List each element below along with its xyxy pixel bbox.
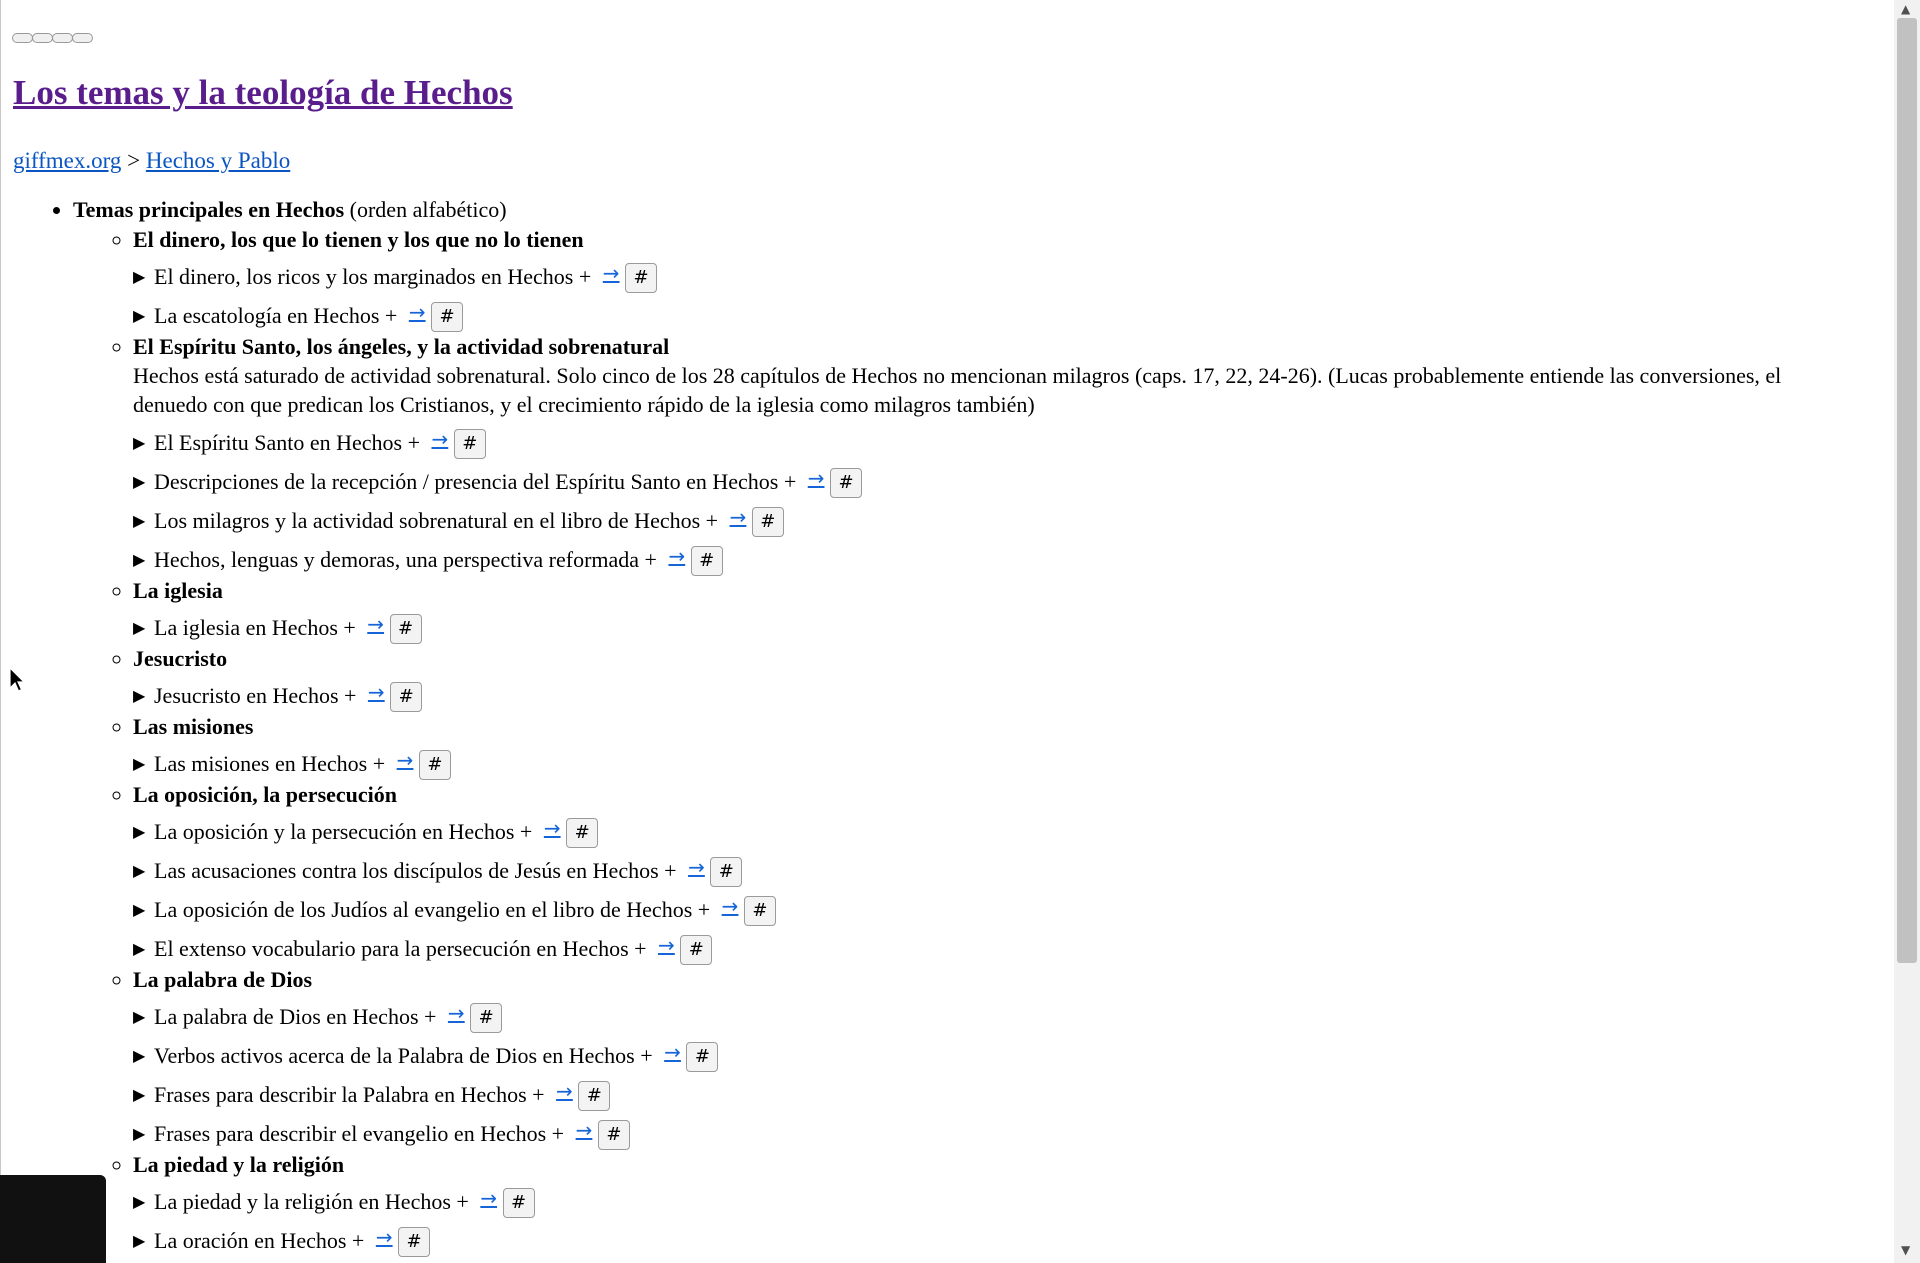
expand-triangle-icon[interactable]: ▶ — [133, 862, 146, 880]
article-entry — [133, 254, 1803, 293]
article-entry — [133, 809, 1803, 848]
permalink-button[interactable]: # — [691, 546, 723, 576]
open-article-arrow-icon[interactable]: → — [664, 1039, 681, 1064]
article-entry — [133, 1179, 1803, 1218]
article-entry — [133, 1072, 1803, 1111]
expand-triangle-icon[interactable]: ▶ — [133, 687, 146, 705]
article-entry — [133, 887, 1803, 926]
article-summary-toggle[interactable] — [133, 254, 1803, 293]
article-summary-toggle[interactable] — [133, 537, 1803, 576]
expand-triangle-icon[interactable]: ▶ — [133, 1232, 146, 1250]
toolbar-button[interactable] — [12, 33, 33, 43]
expand-triangle-icon[interactable]: ▶ — [133, 551, 146, 569]
expand-triangle-icon[interactable]: ▶ — [133, 940, 146, 958]
article-summary-toggle[interactable] — [133, 1218, 1803, 1257]
article-summary-toggle[interactable] — [133, 420, 1803, 459]
article-title[interactable]: El Espíritu Santo en Hechos + — [154, 429, 420, 455]
scroll-up-icon[interactable]: ▲ — [1901, 2, 1911, 16]
article-summary-toggle[interactable] — [133, 848, 1803, 887]
permalink-button[interactable]: # — [830, 468, 862, 498]
article-summary-toggle[interactable] — [133, 605, 1803, 644]
open-article-arrow-icon[interactable]: → — [396, 747, 414, 772]
article-summary-toggle[interactable] — [133, 994, 1803, 1033]
topic-item — [133, 780, 1803, 965]
open-article-arrow-icon[interactable]: → — [431, 426, 449, 451]
permalink-button[interactable]: # — [566, 818, 598, 848]
article-title[interactable]: Verbos activos acerca de la Palabra de Dios en Hechos + — [154, 1042, 653, 1068]
open-article-arrow-icon[interactable]: → — [543, 815, 561, 840]
expand-triangle-icon[interactable]: ▶ — [133, 901, 146, 919]
toolbar-buttons — [12, 33, 92, 43]
open-article-arrow-icon[interactable]: → — [556, 1078, 573, 1103]
article-title[interactable]: Las acusaciones contra los discípulos de Jesús en Hechos + — [154, 857, 677, 883]
article-entry — [133, 926, 1803, 965]
toolbar-button[interactable] — [72, 33, 93, 43]
topic-title: ◦ La piedad y la religión — [133, 1151, 345, 1177]
permalink-button[interactable]: # — [390, 682, 422, 712]
expand-triangle-icon[interactable]: ▶ — [133, 755, 146, 773]
article-summary-toggle[interactable] — [133, 673, 1803, 712]
expand-triangle-icon[interactable]: ▶ — [133, 1047, 146, 1065]
article-title[interactable]: Jesucristo en Hechos + — [154, 682, 357, 708]
open-article-arrow-icon[interactable]: → — [807, 465, 825, 490]
toolbar-button[interactable] — [52, 33, 73, 43]
article-title[interactable]: El dinero, los ricos y los marginados en Hechos + — [154, 263, 592, 289]
expand-triangle-icon[interactable]: ▶ — [133, 1193, 146, 1211]
article-summary-toggle[interactable] — [133, 1179, 1803, 1218]
topic-title: ◦ La oposición, la persecución — [133, 781, 398, 807]
article-entry — [133, 1218, 1803, 1257]
expand-triangle-icon[interactable]: ▶ — [133, 473, 146, 491]
article-title[interactable]: Frases para describir el evangelio en Hechos + — [154, 1120, 565, 1146]
article-entry — [133, 994, 1803, 1033]
open-article-arrow-icon[interactable]: → — [408, 299, 426, 324]
permalink-button[interactable]: # — [419, 750, 451, 780]
article-title[interactable]: La piedad y la religión en Hechos + — [154, 1188, 469, 1214]
open-article-arrow-icon[interactable]: → — [367, 679, 385, 704]
open-article-arrow-icon[interactable]: → — [447, 1000, 465, 1025]
page-title-link[interactable]: Los temas y la teología de Hechos — [13, 73, 513, 112]
article-entry — [133, 1111, 1803, 1150]
topic-item — [133, 644, 1803, 712]
open-article-arrow-icon[interactable]: → — [602, 260, 620, 285]
open-article-arrow-icon[interactable]: → — [668, 543, 686, 568]
article-summary-toggle[interactable] — [133, 926, 1803, 965]
article-summary-toggle[interactable] — [133, 741, 1803, 780]
outline-root-item — [73, 196, 1803, 1257]
breadcrumb-section-link[interactable]: Hechos y Pablo — [145, 148, 291, 173]
overlay-panel — [0, 1175, 106, 1263]
article-summary-toggle[interactable] — [133, 1072, 1803, 1111]
article-title[interactable]: La oposición y la persecución en Hechos + — [154, 818, 533, 844]
topic-outline — [0, 196, 1803, 1257]
permalink-button[interactable]: # — [398, 1227, 430, 1257]
article-summary-toggle[interactable] — [133, 498, 1803, 537]
open-article-arrow-icon[interactable]: → — [375, 1224, 393, 1249]
permalink-button[interactable]: # — [686, 1042, 718, 1072]
article-title[interactable]: El extenso vocabulario para la persecución en Hechos + — [154, 935, 647, 961]
topic-item — [133, 712, 1803, 780]
expand-triangle-icon[interactable]: ▶ — [133, 1125, 146, 1143]
permalink-button[interactable]: # — [470, 1003, 502, 1033]
expand-triangle-icon[interactable]: ▶ — [133, 268, 146, 286]
open-article-arrow-icon[interactable]: → — [658, 932, 675, 957]
article-title[interactable]: Los milagros y la actividad sobrenatural en el libro de Hechos + — [154, 507, 719, 533]
article-summary-toggle[interactable] — [133, 459, 1803, 498]
topic-title: ◦ El dinero, los que lo tienen y los que no lo tienen — [133, 226, 584, 252]
expand-triangle-icon[interactable]: ▶ — [133, 1008, 146, 1026]
article-title[interactable]: Descripciones de la recepción / presencia del Espíritu Santo en Hechos + — [154, 468, 797, 494]
expand-triangle-icon[interactable]: ▶ — [133, 512, 146, 530]
scrollbar-thumb[interactable] — [1897, 18, 1917, 963]
permalink-button[interactable]: # — [431, 302, 463, 332]
article-entry — [133, 673, 1803, 712]
expand-triangle-icon[interactable]: ▶ — [133, 619, 146, 637]
outline-heading-note: (orden alfabético) — [349, 197, 507, 222]
permalink-button[interactable]: # — [625, 263, 657, 293]
article-title[interactable]: La palabra de Dios en Hechos + — [154, 1003, 437, 1029]
article-summary-toggle[interactable] — [133, 1111, 1803, 1150]
article-summary-toggle[interactable] — [133, 293, 1803, 332]
topic-item — [133, 1150, 1803, 1257]
article-title[interactable]: La oración en Hechos + — [154, 1227, 365, 1253]
topic-title: ◦ La iglesia — [133, 577, 223, 603]
article-summary-toggle[interactable] — [133, 887, 1803, 926]
article-title[interactable]: La iglesia en Hechos + — [154, 614, 356, 640]
article-title[interactable]: La oposición de los Judíos al evangelio en el libro de Hechos + — [154, 896, 711, 922]
vertical-scrollbar[interactable] — [1894, 0, 1920, 1263]
open-article-arrow-icon[interactable]: → — [575, 1117, 593, 1142]
topic-item — [133, 576, 1803, 644]
open-article-arrow-icon[interactable]: → — [688, 854, 705, 879]
permalink-button[interactable]: # — [503, 1188, 535, 1218]
article-summary-toggle[interactable] — [133, 1033, 1803, 1072]
article-entry — [133, 498, 1803, 537]
topic-item — [133, 332, 1803, 576]
topic-title: ◦ La palabra de Dios — [133, 966, 313, 992]
topic-description: Hechos está saturado de actividad sobrenatural. Solo cinco de los 28 capítulos de Hechos no mencionan milagros (caps. 17, 22, 24-26). (Lucas probablemente entiende las conversiones, el denuedo con que predican los Cristianos, y el crecimiento rápido de la iglesia como milagros también) — [133, 362, 1782, 417]
breadcrumb-site-link[interactable]: giffmex.org — [13, 148, 122, 173]
article-entry — [133, 605, 1803, 644]
outline-heading: Temas principales en Hechos — [73, 197, 345, 222]
topic-title: ◦ Las misiones — [133, 713, 254, 739]
open-article-arrow-icon[interactable]: → — [729, 504, 747, 529]
page-title — [13, 72, 513, 114]
permalink-button[interactable]: # — [680, 935, 712, 965]
breadcrumb-separator: > — [127, 148, 141, 173]
topic-title: ◦ El Espíritu Santo, los ángeles, y la actividad sobrenatural — [133, 333, 670, 359]
expand-triangle-icon[interactable]: ▶ — [133, 1086, 146, 1104]
mouse-cursor-icon — [9, 667, 25, 701]
toolbar-button[interactable] — [32, 33, 53, 43]
permalink-button[interactable]: # — [744, 896, 776, 926]
scroll-down-icon[interactable]: ▼ — [1901, 1243, 1911, 1258]
topic-title: ◦ Jesucristo — [133, 645, 228, 671]
permalink-button[interactable]: # — [390, 614, 422, 644]
open-article-arrow-icon[interactable]: → — [721, 893, 739, 918]
article-entry — [133, 848, 1803, 887]
article-entry — [133, 459, 1803, 498]
article-entry — [133, 420, 1803, 459]
breadcrumb — [13, 146, 290, 176]
article-entry — [133, 1033, 1803, 1072]
permalink-button[interactable]: # — [598, 1120, 630, 1150]
permalink-button[interactable]: # — [752, 507, 784, 537]
article-title[interactable]: La escatología en Hechos + — [154, 302, 398, 328]
permalink-button[interactable]: # — [710, 857, 742, 887]
article-entry — [133, 293, 1803, 332]
topic-list — [73, 225, 1803, 1257]
expand-triangle-icon[interactable]: ▶ — [133, 434, 146, 452]
expand-triangle-icon[interactable]: ▶ — [133, 307, 146, 325]
article-title[interactable]: Frases para describir la Palabra en Hechos + — [154, 1081, 545, 1107]
permalink-button[interactable]: # — [578, 1081, 610, 1111]
permalink-button[interactable]: # — [454, 429, 486, 459]
expand-triangle-icon[interactable]: ▶ — [133, 823, 146, 841]
article-title[interactable]: Hechos, lenguas y demoras, una perspectiva reformada + — [154, 546, 657, 572]
open-article-arrow-icon[interactable]: → — [480, 1185, 498, 1210]
article-title[interactable]: Las misiones en Hechos + — [154, 750, 386, 776]
article-entry — [133, 537, 1803, 576]
open-article-arrow-icon[interactable]: → — [367, 611, 385, 636]
topic-item — [133, 225, 1803, 332]
article-summary-toggle[interactable] — [133, 809, 1803, 848]
article-entry — [133, 741, 1803, 780]
topic-item — [133, 965, 1803, 1150]
